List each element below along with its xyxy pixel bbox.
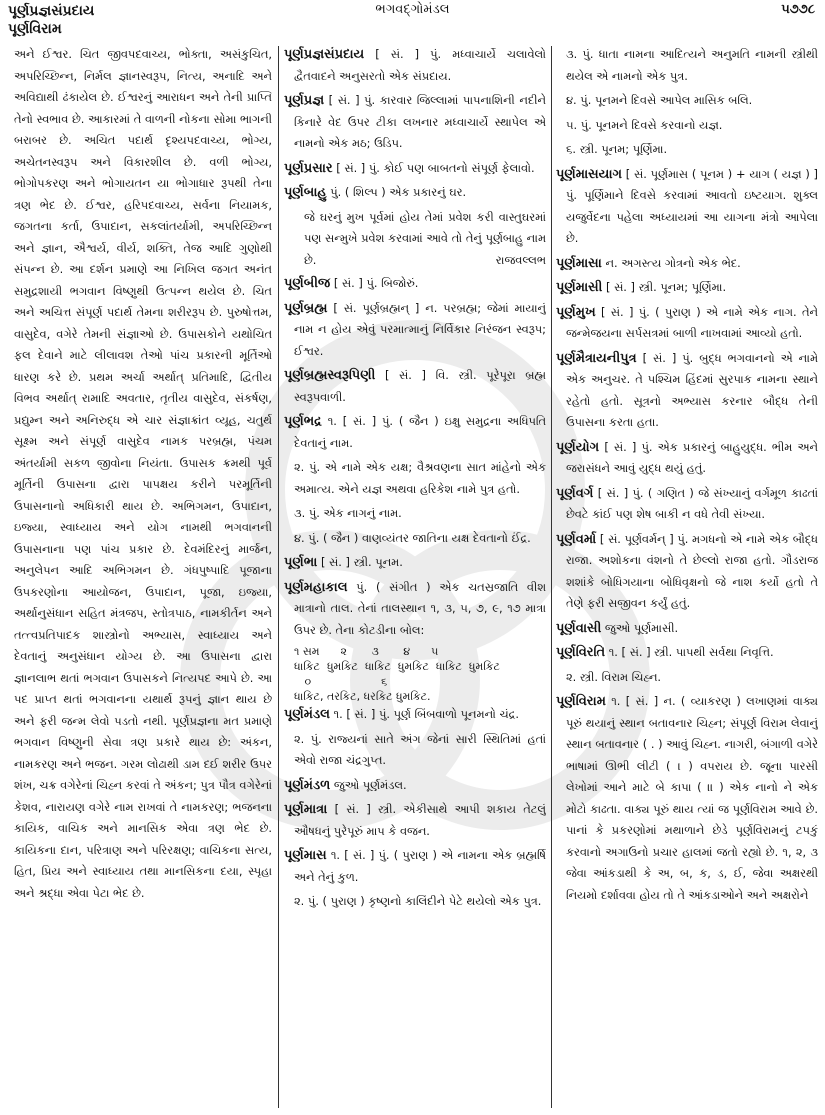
citation-quote xyxy=(284,207,546,272)
headword: પૂર્ણવર્મા xyxy=(556,531,597,547)
sense-entry: ૪. પું. ( જૈન ) વાણવ્યંતર જાતિના યક્ષ દેવતાનો ઈંદ્ર. xyxy=(294,530,531,545)
definition: [ સં. ] પું. મધ્વાચાર્યે ચલાવેલો દ્વૈતવાદને અનુસરતો એક સંપ્રદાય. xyxy=(294,47,546,83)
dictionary-entry xyxy=(284,298,546,363)
headword: પૂર્ણપ્રજ્ઞ xyxy=(284,93,325,108)
tala-line: ૦ ૬ xyxy=(294,675,388,688)
headword: પૂર્ણમહાકાલ xyxy=(284,579,348,595)
dictionary-entry xyxy=(284,577,546,642)
definition: [ સં. ] વિ. સ્ત્રી. પૂરેપૂરા બ્રહ્મ સ્વરૂપવાળી. xyxy=(294,368,546,404)
headword: પૂર્ણપ્રસાર xyxy=(284,160,333,176)
tala-line: ધાકિટ ધુમકિટ ધાકિટ ધુમકિટ ધાકિટ ધુમકિટ xyxy=(294,660,500,673)
definition: ન. અગસ્ત્ય ગોત્રનો એક ભેદ. xyxy=(601,255,741,270)
dictionary-entry xyxy=(284,845,546,888)
guide-word-last: પૂર્ણવિરામ xyxy=(8,21,62,37)
headword: પૂર્ણભદ્ર xyxy=(284,414,322,429)
headword: પૂર્ણમાસા xyxy=(556,255,602,271)
headword: પૂર્ણવર્ગ xyxy=(556,485,594,501)
headword: પૂર્ણભા xyxy=(284,555,318,570)
headword: પૂર્ણબાહુ xyxy=(284,185,327,200)
book-title: ભગવદ્ગોમંડલ xyxy=(375,2,450,17)
dictionary-entry xyxy=(284,182,546,204)
definition: [ સં. ] પું. બિજોરું. xyxy=(330,276,419,290)
dictionary-entry xyxy=(556,253,818,275)
definition: [ સં. ] સ્ત્રી. પૂનમ. xyxy=(317,555,403,569)
headword: પૂર્ણવાસી xyxy=(556,620,602,636)
definition: [ સં. પૂર્ણમાસ ( પૂનમ ) + યાગ ( યજ્ઞ ) ] પું. પૂર્ણિમાને દિવસે કરવામાં આવતો ઇષ્ટયાગ. શુક્લ યજુર્વેદના પહેલા અધ્યાયમાં આ યાગના મંત્રો આપેલા છે. xyxy=(566,166,818,245)
dictionary-entry xyxy=(284,552,546,574)
dictionary-entry xyxy=(284,273,546,295)
headword: પૂર્ણપ્રજ્ઞસંપ્રદાય xyxy=(284,47,365,62)
definition: [ સં. ] પું. એક પ્રકારનું બાહુયુદ્ધ. ભીમ અને જરાસંધને આવું યુદ્ધ થયું હતું. xyxy=(566,439,818,475)
column-1 xyxy=(14,44,272,1112)
dictionary-entry xyxy=(284,158,546,180)
definition: ૧. [ સં. ] પું. પૂર્ણ બિંબવાળો પૂનમનો ચંદ્ર. xyxy=(329,707,519,721)
definition: પું. ( સંગીત ) એક ચતસ્રજાતિ વીશ માત્રાનો તાલ. તેનાં તાલસ્થાન ૧, ૩, ૫, ૭, ૯, ૧૭ માત્રા ઉપર છે. તેના કોટડીના બોલ: xyxy=(294,579,546,637)
definition: ૧. [ સં. ] સ્ત્રી. પાપથી સર્વથા નિવૃત્તિ. xyxy=(605,645,774,659)
definition: [ સં. ] પું. ( ગણિત ) જે સંખ્યાનું વર્ગમૂળ કાઢતાં છેવટે કાંઈ પણ શેષ બાકી ન વધે તેવી સંખ્યા. xyxy=(566,485,818,521)
dictionary-entry xyxy=(556,302,818,345)
dictionary-entry xyxy=(284,411,546,454)
quote-source: રાજવલ્લભ xyxy=(495,252,546,267)
dictionary-entry xyxy=(556,437,818,480)
dictionary-entry xyxy=(556,529,818,615)
sense-entry: ૨. સ્ત્રી. વિરામ ચિહ્ન. xyxy=(566,669,662,684)
dictionary-entry xyxy=(556,164,818,250)
dictionary-entry xyxy=(556,483,818,526)
sense-entry: ૨. પું. રાજ્યનાં સાતે અંગ જેનાં સારી સ્થિતિમાં હતાં એવો રાજા ચંદ્રગુપ્ત. xyxy=(294,731,546,767)
dictionary-entry xyxy=(556,277,818,299)
dictionary-entry xyxy=(284,44,546,87)
column-3 xyxy=(556,44,818,1112)
dictionary-entry xyxy=(556,618,818,640)
definition: ૧. [ સં. ] ન. ( વ્યાકરણ ) લખાણમાં વાક્ય પૂરું થયાનું સ્થાન બતાવનાર ચિહ્ન; સંપૂર્ણ વિરામ લેવાનું સ્થાન બતાવનાર ( . ) આવું ચિહ્ન. નાગરી, બંગાળી વગેરે ભાષામાં ઊભી લીટી ( । ) વપરાય છે. જૂના પારસી લેખોમાં આને માટે બે કાપા ( ॥ ) એક નાનો ને એક મોટો કાઢતા. વાક્ય પૂરું થાય ત્યાં જ પૂર્ણવિરામ આવે છે. પાનાં કે પ્રકરણોમાં મથાળાને છેડે પૂર્ણવિરામનું ટપકું કરવાનો અગાઉનો પ્રચાર હાલમાં જતો રહ્યો છે. ૧, ૨, ૩ જેવા આંકડાથી કે અ, બ, ક, ડ, ઈ, જેવા અક્ષરથી નિયમો દર્શાવવા હોય તો તે આંકડાઓને અને અક્ષરોને xyxy=(566,694,818,902)
sense-entry: ૬. સ્ત્રી. પૂનમ; પૂર્ણિમા. xyxy=(566,142,668,156)
headword: પૂર્ણવિરતિ xyxy=(556,645,606,660)
dictionary-entry xyxy=(284,365,546,408)
definition: જુઓ પૂર્ણમાસી. xyxy=(601,620,679,635)
headword: પૂર્ણબીજ xyxy=(284,276,331,291)
headword: પૂર્ણમૈત્રાયનીપુત્ર xyxy=(556,350,637,366)
definition: ૧. [ સં. ] પું. ( પુરાણ ) એ નામના એક બ્રહ્મર્ષિ અને તેનું કુળ. xyxy=(294,848,546,884)
continued-paragraph: અને ઈશ્વર. ચિત જીવપદવાચ્ય, ભોક્તા, અસંકુચિત, અપરિચ્છિન્ન, નિર્મલ જ્ઞાનસ્વરૂપ, નિત્ય, અનાદિ અને અવિદ્યાથી ઢંકાયેલ છે. ઈશ્વરનું આરાધન અને તેની પ્રાપ્તિ તેનો સ્વભાવ છે. આકારમાં તે વાળની નોકના સોમા ભાગની બરાબર છે. અચિત પદાર્થ દૃશ્યપદવાચ્ય, ભોગ્ય, અચેતનસ્વરૂપ અને વિકારશીલ છે. વળી ભોગ્ય, ભોગોપકરણ અને ભોગાયતન યા ભોગાધાર રૂપથી તેના ત્રણ ભેદ છે. ઈશ્વર, હરિપદવાચ્ય, સર્વના નિયામક, જગતના કર્તા, ઉપાદાન, સકલાંતર્યામી, અપરિચ્છિન્ન અને જ્ઞાન, ઐશ્વર્ય, વીર્ય, શક્તિ, તેજ આદિ ગુણોથી સંપન્ન છે. આ દર્શન પ્રમાણે આ નિખિલ જગત અનંત સમુદ્રશાયી ભગવાન વિષ્ણુથી ઉત્પન્ન થયેલ છે. ચિત અને અચિત્ત સંપૂર્ણ પદાર્થ તેમના શરીરરૂપ છે. પુરુષોત્તમ, વાસુદેવ, વગેરે તેમની સંજ્ઞાઓ છે. ઉપાસકોને યથોચિત ફલ દેવાને માટે લીલાવશ તેઓ પાંચ પ્રકારની મૂર્તિઓ ધારણ કરે છે. પ્રથમ અર્ચા અર્થાત્ પ્રતિમાદિ, દ્વિતીય વિભવ અર્થાત્ રામાદિ અવતાર, તૃતીય વાસુદેવ, સંકર્ષણ, પ્રદ્યુમ્ન અને અનિરુદ્ધ એ ચાર સંજ્ઞાક્રાંત વ્યૂહ, ચતુર્થ સૂક્ષ્મ અને સંપૂર્ણ વાસુદેવ નામક પરબ્રહ્મ, પંચમ અંતર્યામી સકળ જીવોના નિયંતા. ઉપાસક ક્રમથી પૂર્વ મૂર્તિની ઉપાસના દ્વારા પાપક્ષય કરીને પરમૂર્તિની ઉપાસનાનો અધિકારી થાય છે. અભિગમન, ઉપાદાન, ઇજ્યા, સ્વાધ્યાય અને યોગ નામથી ભગવાનની ઉપાસનાના પણ પાંચ પ્રકાર છે. દેવમંદિરનું માર્જન, અનુલેપન આદિ અભિગમન છે. ગંધપુષ્પાદિ પૂજાના ઉપકરણોના આયોજન, ઉપાદાન, પૂજા, ઇજ્યા, અર્થાનુસંધાન સહિત મંત્રજપ, સ્તોત્રપાઠ, નામકીર્તન અને તત્ત્વપ્રતિપાદક શાસ્ત્રોનો અભ્યાસ, સ્વાધ્યાય અને દેવતાનું અનુસંધાન યોગ્ય છે. આ ઉપાસના દ્વારા જ્ઞાનલાભ થતાં ભગવાન ઉપાસકને નિત્યપદ આપે છે. આ પદ પ્રાપ્ત થતાં ભગવાનના યથાર્થ રૂપનું જ્ઞાન થાય છે અને ફરી જન્મ લેવો પડતો નથી. પૂર્ણપ્રજ્ઞના મત પ્રમાણે ભગવાન વિષ્ણુની સેવા ત્રણ પ્રકારે થાય છે: અંકન, નામકરણ અને ભજન. ગરમ લોઢાથી ડામ દઈ શરીર ઉપર શંખ, ચક્ર વગેરેનાં ચિહ્ન કરવાં તે અંકન; પુત્ર પૌત્ર વગેરેનાં કેશવ, નારાયણ વગેરે નામ રાખવાં તે નામકરણ; ભજનના કાયિક, વાચિક અને માનસિક એવા ત્રણ ભેદ છે. કાયિકના દાન, પરિત્રાણ અને પરિરક્ષણ; વાચિકના સત્ય, હિત, પ્રિય અને સ્વાધ્યાય તથા માનસિકના દયા, સ્પૃહા અને શ્રદ્ધા એવા પેટા ભેદ છે. xyxy=(14,47,272,900)
column-2 xyxy=(284,44,546,1112)
tala-line: ધાકિટ, તરકિટ, ધરકિટ ધુમકિટ. xyxy=(294,690,431,703)
definition: [ સં. ] પું. ( પુરાણ ) એ નામે એક નાગ. તેને જન્મેજયના સર્પસત્રમાં બાળી નાખવામાં આવ્યો હતો. xyxy=(566,304,818,340)
definition: [ સં. પૂર્ણબ્રહ્મન્ ] ન. પરબ્રહ્મ; જેમાં માયાનું નામ ન હોય એવું પરમાત્માનું નિર્વિકાર નિરંજન સ્વરૂપ; ઈશ્વર. xyxy=(294,300,546,358)
headword: પૂર્ણમુખ xyxy=(556,304,596,320)
dictionary-entry xyxy=(284,704,546,726)
sense-entry: ૨. પું. ( પુરાણ ) કૃષ્ણનો કાલિંદીને પેટે થયેલો એક પુત્ર. xyxy=(294,894,542,908)
tala-line: ૧ સમ ૨ ૩ ૪ ૫ xyxy=(294,645,439,658)
headword: પૂર્ણમાસ xyxy=(284,848,327,863)
definition: [ સં. ] પું. કોઈ પણ બાબતનો સંપૂર્ણ ફેલાવો. xyxy=(332,160,535,175)
definition: [ સં. ] સ્ત્રી. પૂનમ; પૂર્ણિમા. xyxy=(602,280,727,294)
definition: જુઓ પૂર્ણમંડલ. xyxy=(330,777,407,792)
definition: [ સં. ] સ્ત્રી. એકીસાથે આપી શકાય તેટલું ઔષધનું પુરેપૂરું માપ કે વજન. xyxy=(294,802,546,838)
definition: પું. ( શિલ્પ ) એક પ્રકારનું ઘર. xyxy=(326,185,467,199)
dictionary-entry xyxy=(556,348,818,434)
definition: [ સં. ] પું. બુદ્ધ ભગવાનનો એ નામે એક અનુચર. તે પશ્ચિમ હિંદમાં સુરપાક નામના સ્થાને રહેતો હતો. સૂત્રનો અભ્યાસ કરનાર બૌદ્ધ તેની ઉપાસના કરતા હતા. xyxy=(566,350,818,429)
guide-word-first: પૂર્ણપ્રજ્ઞસંપ્રદાય xyxy=(8,3,95,19)
headword: પૂર્ણબ્રહ્મ xyxy=(284,300,328,316)
page-header xyxy=(0,0,825,48)
headword: પૂર્ણમંડળ xyxy=(284,777,331,793)
headword: પૂર્ણવિરામ xyxy=(556,694,606,709)
sense-entry: ૩. પું. ધાતા નામના આદિત્યને અનુમતિ નામની સ્ત્રીથી થયેલ એ નામનો એક પુત્ર. xyxy=(566,47,818,83)
headword: પૂર્ણબ્રહ્મસ્વરૂપિણી xyxy=(284,368,376,383)
dictionary-entry xyxy=(556,642,818,664)
headword: પૂર્ણમાત્રા xyxy=(284,802,328,817)
definition: [ સં. પૂર્ણવર્મન્ ] પું. મગધનો એ નામે એક બૌદ્ધ રાજા. અશોકના વંશનો તે છેલ્લો રાજા હતો. ગૌડરાજ શશાંકે બોધિગયાના બોધિવૃક્ષનો જે નાશ કર્યો હતો તે તેણે ફરી સજીવન કર્યું હતું. xyxy=(566,531,818,610)
dictionary-entry xyxy=(284,775,546,797)
sense-entry: ૪. પું. પૂનમને દિવસે આપેલ માસિક બલિ. xyxy=(566,93,753,107)
column-divider xyxy=(278,46,279,1108)
column-divider xyxy=(551,46,552,1108)
definition: [ સં. ] પું. કારવાર જિલ્લામાં પાપનાશિની નદીને કિનારે વેદ ઉપર ટીકા લખનાર મધ્વાચાર્યે સ્થાપેલ એ નામનો એક મઠ; ઉડિપ. xyxy=(294,93,546,150)
sense-entry: ૫. પું. પૂનમને દિવસે કરવાનો યજ્ઞ. xyxy=(566,117,723,132)
sense-entry: ૩. પું. એક નાગનું નામ. xyxy=(294,506,402,520)
dictionary-entry xyxy=(284,799,546,842)
dictionary-entry xyxy=(556,691,818,906)
headword: પૂર્ણમંડલ xyxy=(284,707,330,722)
headword: પૂર્ણયોગ xyxy=(556,439,600,455)
quote-text: જે ઘરનું મુખ પૂર્વમાં હોય તેમાં પ્રવેશ કરી વાસ્તુઘરમાં પણ સન્મુખે પ્રવેશ કરવામાં આવે તો તેનું પૂર્ણબાહુ નામ છે. xyxy=(304,209,546,267)
headword: પૂર્ણમાસયાગ xyxy=(556,166,622,182)
page-number: ૫૭૭૮ xyxy=(781,2,815,17)
dictionary-columns xyxy=(0,44,825,1114)
definition: ૧. [ સં. ] પું. ( જૈન ) ઇક્ષુ સમુદ્રના અધિપતિ દેવતાનું નામ. xyxy=(294,414,546,450)
headword: પૂર્ણમાસી xyxy=(556,280,603,295)
sense-entry: ૨. પું. એ નામે એક યક્ષ; વૈશ્રવણના સાત માંહેનો એક અમાત્ય. એને યજ્ઞ અથવા હરિકેશ નામે પુત્ર હતો. xyxy=(294,460,546,496)
dictionary-entry xyxy=(284,90,546,155)
